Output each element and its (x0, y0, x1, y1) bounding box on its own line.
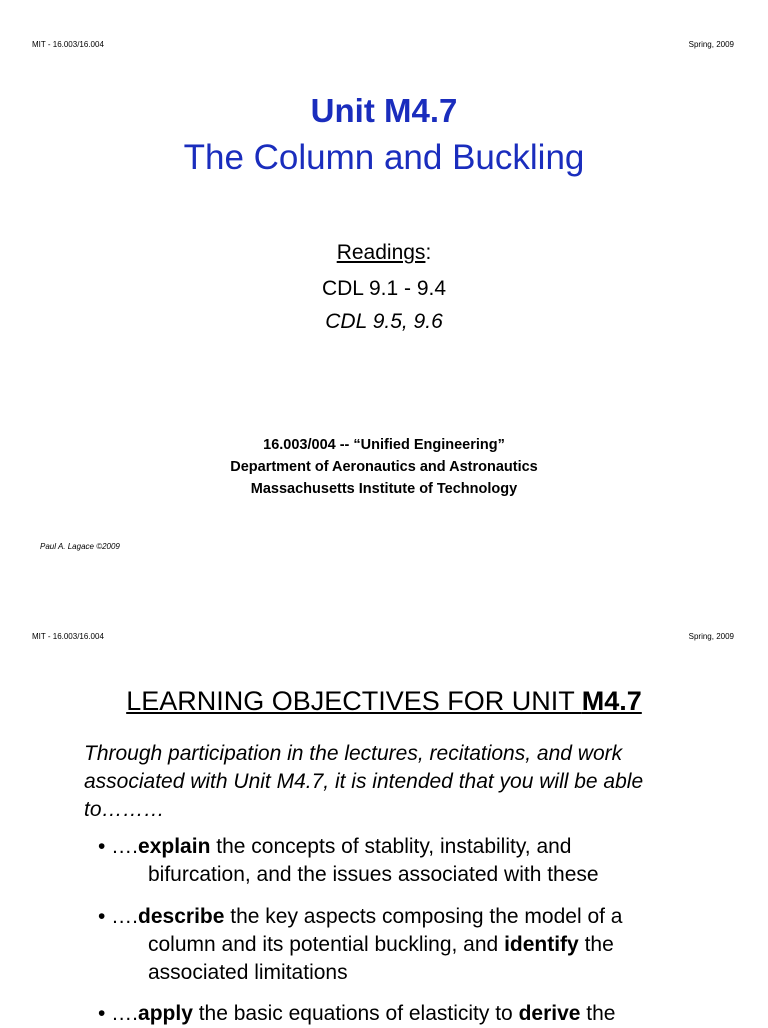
bullet-keyword: apply (138, 1002, 193, 1025)
reading-1: CDL 9.1 - 9.4 (321, 277, 447, 300)
readings-heading (0, 241, 768, 265)
department-line: Department of Aeronautics and Astronautics (230, 459, 538, 475)
copyright: Paul A. Lagace ©2009 (40, 542, 120, 551)
header-left: MIT - 16.003/16.004 (32, 40, 104, 49)
bullet-text: the (580, 1002, 616, 1025)
bullet-keyword: derive (518, 1002, 581, 1025)
header-right: Spring, 2009 (688, 40, 734, 49)
bullet-keyword: explain (138, 835, 211, 858)
institute-line: Massachusetts Institute of Technology (250, 481, 518, 497)
bullet-keyword: describe (138, 905, 225, 928)
reading-2: CDL 9.5, 9.6 (325, 310, 443, 333)
bullet-text: the concepts of stablity, instability, and (210, 835, 572, 858)
unit-subtitle: The Column and Buckling (183, 138, 585, 177)
title-prefix: LEARNING OBJECTIVES FOR UNIT (126, 686, 582, 716)
bullet-text: the (578, 933, 614, 956)
bullet-describe (98, 903, 708, 987)
bullet-text: column and its potential buckling, and (148, 933, 505, 956)
bullet-continuation (98, 931, 708, 959)
bullet-keyword: identify (504, 933, 579, 956)
bullet-prefix: • …. (98, 1002, 139, 1025)
learning-objectives-title (0, 686, 768, 717)
readings-label: Readings (336, 241, 426, 264)
header-right: Spring, 2009 (688, 632, 734, 641)
bullet-text: the basic equations of elasticity to (192, 1002, 519, 1025)
bullet-text: the key aspects composing the model of a (224, 905, 623, 928)
bullet-prefix: • …. (98, 905, 139, 928)
bullet-explain (98, 833, 708, 889)
bullet-continuation: bifurcation, and the issues associated with these (148, 863, 599, 886)
course-line: 16.003/004 -- “Unified Engineering” (263, 437, 505, 453)
bullet-continuation: associated limitations (148, 961, 348, 984)
header-left: MIT - 16.003/16.004 (32, 632, 104, 641)
unit-title: Unit M4.7 (310, 92, 458, 129)
bullet-prefix: • …. (98, 835, 139, 858)
title-unit: M4.7 (581, 686, 642, 716)
readings-colon: : (425, 241, 432, 264)
intro-paragraph: Through participation in the lectures, recitations, and work associated with Unit M4.7, it is intended that you will be able to……… (84, 742, 644, 821)
